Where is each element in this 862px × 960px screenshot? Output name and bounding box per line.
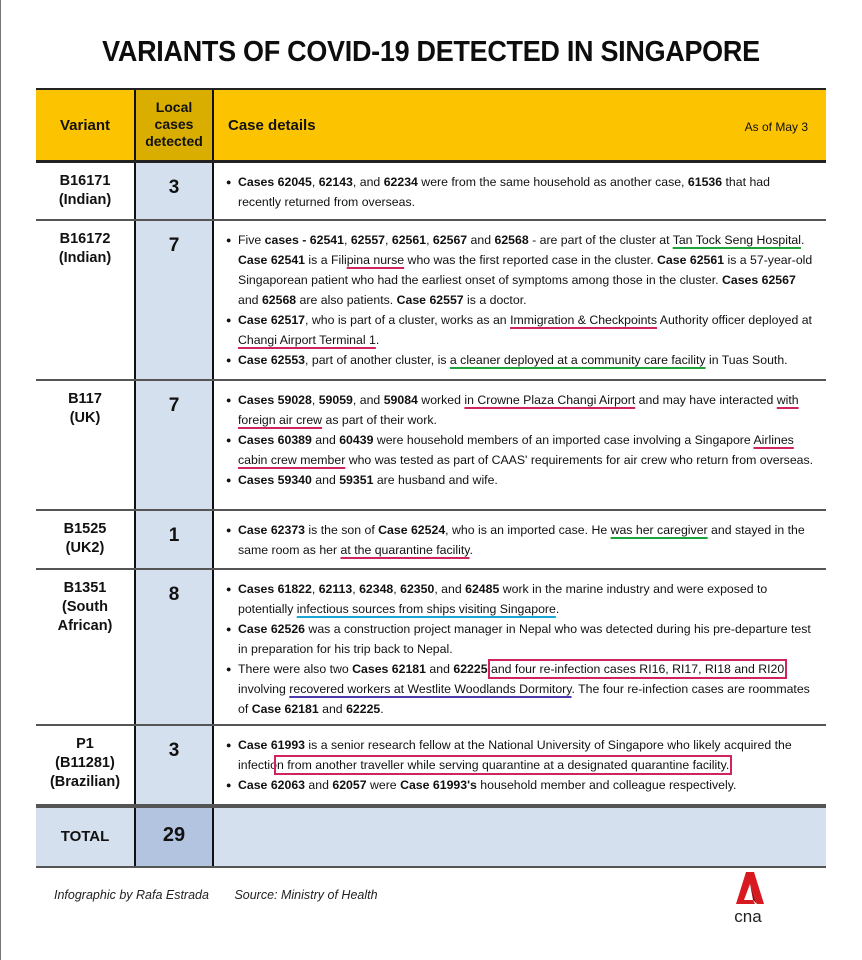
underlined-text: Immigration & Checkpoints [510,313,658,327]
local-case-count: 3 [134,726,214,804]
case-number: cases - 62541 [264,233,344,247]
case-number: Case 62541 [238,253,306,267]
variant-row [36,163,826,221]
case-number: 60439 [339,433,374,447]
variant-name [36,163,134,219]
case-detail-bullet [228,619,814,659]
detail-text: . [555,602,560,616]
case-details [214,570,826,724]
cna-logo-icon [724,870,772,926]
detail-text: and [426,662,454,676]
case-details [214,726,826,804]
table-body [36,163,826,806]
case-number: Case 61993 [238,738,306,752]
case-number: 62567 [432,233,468,247]
case-detail-bullet [228,390,814,430]
variant-name-line: B16171 [59,173,111,189]
underlined-text: recovered workers at Westlite Woodlands Dormitory [289,682,572,696]
case-number: Case 62063 [238,778,306,792]
detail-text: , and [352,393,384,407]
variant-name-line: (Brazilian) [49,774,121,790]
underlined-text: Tan Tock Seng Hospital [672,233,801,247]
underlined-text: Airlines cabin crew member [238,433,794,467]
table-header [36,88,826,163]
detail-text: and [238,293,262,307]
image-edge [0,0,1,960]
variant-name-line: African) [57,618,113,634]
total-count: 29 [134,808,214,866]
detail-text: in Tuas South. [705,353,788,367]
variant-name [36,221,134,379]
case-number: Case 62517 [238,313,306,327]
detail-text: and [318,702,347,716]
detail-text: and [311,433,340,447]
case-detail-bullet [228,735,814,775]
case-detail-bullet [228,579,814,619]
detail-text: worked [417,393,465,407]
variant-name [36,726,134,804]
detail-text: as part of their work. [322,413,437,427]
infographic-credit: Infographic by Rafa Estrada [54,888,209,902]
detail-text: , [311,393,319,407]
detail-text: were household members of an imported case involving a Singapore [373,433,754,447]
detail-text: is a Fili [305,253,347,267]
detail-text: . [800,233,805,247]
detail-text: household member and colleague respectively. [476,778,737,792]
case-number: 59059 [318,393,353,407]
detail-text: , [426,233,433,247]
variant-name-line: (B11281) [55,755,115,771]
variant-row [36,221,826,381]
detail-text: - are part of the cluster at [528,233,673,247]
case-number: 62225 [346,702,381,716]
variant-row [36,570,826,726]
case-detail-bullet [228,659,814,719]
detail-text: , who is part of a cluster, works as an [305,313,511,327]
detail-text: and stayed in the same room as her [238,523,805,557]
detail-text: who was the first reported case in the cluster. [404,253,658,267]
variant-name-line: (UK) [69,410,101,426]
local-case-count: 7 [134,381,214,509]
detail-text: . [469,543,473,557]
detail-text: , and [434,582,466,596]
underlined-text: a cleaner deployed at a community care facility [449,353,706,367]
case-detail-bullet [228,775,814,795]
case-detail-bullet [228,430,814,470]
underlined-text: pina nurse [346,253,405,267]
case-number: Case 62524 [378,523,446,537]
detail-text: is a doctor. [463,293,527,307]
case-number: 62485 [465,582,500,596]
header-variant: Variant [59,117,111,134]
case-details [214,381,826,509]
detail-text: involving [238,682,290,696]
case-number: Cases 62045 [238,175,312,189]
case-detail-bullet [228,470,814,490]
case-detail-bullet [228,310,814,350]
case-number: Case 62373 [238,523,306,537]
case-number: Case 62526 [238,622,306,636]
highlight-box-text: n from another traveller while serving quarantine at a designated quarantine facility. [276,758,730,772]
case-number: 59084 [383,393,418,407]
variant-name-line: (South [62,599,108,615]
variant-name [36,570,134,724]
underlined-text: was her caregiver [610,523,708,537]
variant-name-line: (UK2) [65,540,105,556]
variant-name-line: B117 [68,391,102,407]
underlined-text: Changi Airport Terminal 1 [238,333,376,347]
local-case-count: 7 [134,221,214,379]
variant-name-line: (Indian) [58,250,112,266]
cna-logo-text: cna [734,907,762,926]
case-number: Cases 61822 [238,582,312,596]
detail-text: who was tested as part of CAAS' requirements for air crew who return from overseas. [345,453,814,467]
variant-name [36,381,134,509]
detail-text: , [352,582,360,596]
local-case-count: 3 [134,163,214,219]
detail-text: . The four re-infection cases are roommates of [238,682,810,716]
underlined-text: with foreign air crew [238,393,799,427]
detail-text: and [305,778,333,792]
footer [54,888,400,902]
case-number: 62350 [400,582,435,596]
variants-table [36,88,826,868]
local-case-count: 1 [134,511,214,568]
header-case-details-label: Case details [228,117,316,134]
variant-name-line: B1351 [63,580,107,596]
case-number: 62568 [494,233,529,247]
case-number: 62234 [383,175,418,189]
case-number: 62348 [359,582,394,596]
total-label: TOTAL [60,828,110,845]
detail-text: , [311,582,319,596]
detail-text: is a senior research fellow at the National University of Singapore who likely acquired the infectio [238,738,792,772]
case-number: 62113 [318,582,353,596]
variant-row [36,726,826,806]
detail-text: and [311,473,340,487]
detail-text: . [380,702,384,716]
detail-text: is a 57-year-old Singaporean patient who had the earliest onset of symptoms among those in the cluster. [238,253,813,287]
case-number: Cases 60389 [238,433,312,447]
case-details [214,511,826,568]
detail-text: , [385,233,392,247]
case-number: 59351 [339,473,374,487]
source-credit: Source: Ministry of Health [234,888,378,902]
case-number: Case 62557 [396,293,464,307]
detail-text: are husband and wife. [373,473,498,487]
variant-name-line: B16172 [59,231,111,247]
detail-text: Authority officer deployed at [657,313,812,327]
total-details-empty [214,808,826,866]
case-number: Cases 59028 [238,393,312,407]
detail-text: was a construction project manager in Nepal who was detected during his pre-departure test in preparation for his trip back to Nepal. [238,622,811,656]
case-number: 62225 [453,662,488,676]
case-number: 62557 [350,233,386,247]
detail-text: , [393,582,401,596]
highlight-box-text: and four re-infection cases RI16, RI17, RI18 and RI20 [490,662,785,676]
detail-text: were from the same household as another case, [417,175,688,189]
variant-name-line: B1525 [63,521,107,537]
detail-text: , who is an imported case. He [445,523,611,537]
detail-text: are also patients. [296,293,397,307]
case-number: Case 62181 [251,702,319,716]
case-number: 62143 [318,175,353,189]
header-case-details [214,90,826,160]
underlined-text: infectious sources from ships visiting Singapore [296,602,556,616]
cna-logo-mark [724,870,772,926]
detail-text: , [343,233,351,247]
case-number: Cases 59340 [238,473,312,487]
case-detail-bullet [228,350,814,370]
case-number: Cases 62567 [721,273,796,287]
underlined-text: in Crowne Plaza Changi Airport [464,393,636,407]
detail-text: , and [352,175,384,189]
detail-text: that had recently returned from overseas. [238,175,770,209]
detail-text: Five [238,233,265,247]
case-detail-bullet [228,172,814,212]
case-detail-bullet [228,520,814,560]
case-detail-bullet [228,230,814,310]
header-local-cases: Local cases detected [134,90,214,160]
total-row [36,806,826,868]
underlined-text: at the quarantine facility [340,543,470,557]
variant-row [36,381,826,511]
detail-text: , part of another cluster, is [305,353,450,367]
detail-text: and may have interacted [635,393,777,407]
case-number: Cases 62181 [352,662,426,676]
as-of-date: As of May 3 [744,120,808,134]
detail-text: There were also two [238,662,353,676]
local-case-count: 8 [134,570,214,724]
detail-text: were [366,778,401,792]
case-details [214,221,826,379]
detail-text: . [375,333,380,347]
variant-name-line: P1 [76,736,94,752]
detail-text: , [311,175,319,189]
case-number: Case 62553 [238,353,306,367]
variant-name-line: (Indian) [58,192,112,208]
case-number: Case 62561 [657,253,725,267]
variant-name [36,511,134,568]
variant-row [36,511,826,570]
page-title: VARIANTS OF COVID-19 DETECTED IN SINGAPORE [102,36,760,68]
case-number: 62568 [261,293,297,307]
case-number: 61536 [687,175,723,189]
detail-text: is the son of [305,523,379,537]
detail-text: and [467,233,495,247]
case-number: 62057 [332,778,367,792]
case-details [214,163,826,219]
case-number: Case 61993's [400,778,477,792]
case-number: 62561 [391,233,427,247]
detail-text: work in the marine industry and were exposed to potentially [238,582,768,616]
